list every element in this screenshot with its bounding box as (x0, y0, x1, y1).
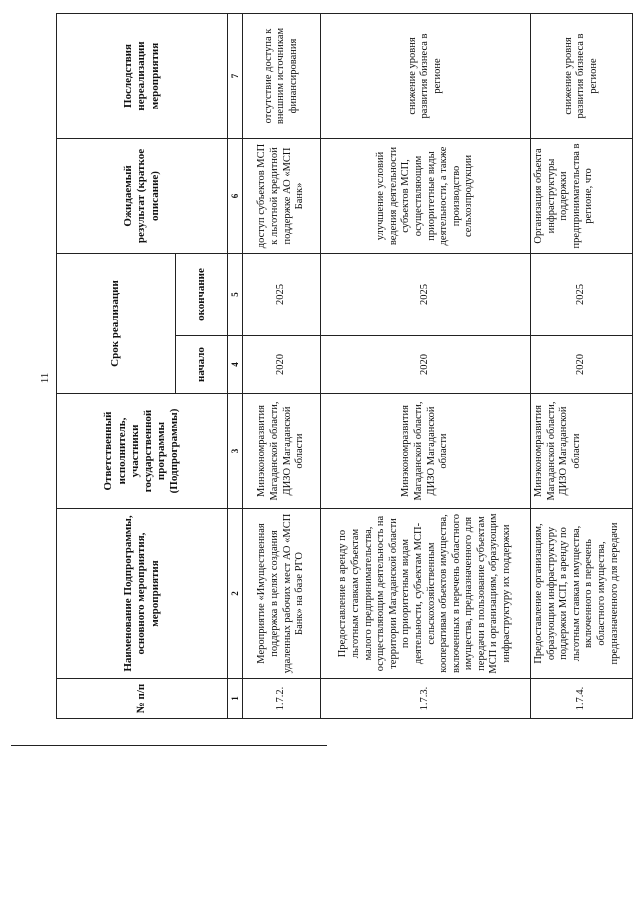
column-number: 3 (228, 394, 243, 509)
column-number-row (228, 13, 243, 718)
row-end: 2025 (531, 253, 633, 335)
row-consequence: снижение уровня развития бизнеса в регионе (321, 13, 531, 138)
row-num: 1.7.3. (321, 679, 531, 719)
column-number: 7 (228, 13, 243, 138)
row-name: Предоставление организациям, образующим инфраструктуру поддержки МСП, в аренду по льготным ставкам имущества, включенного в перечень областного имущества, предназначенного для передачи (531, 509, 633, 679)
header-row (57, 13, 176, 718)
column-number: 5 (228, 253, 243, 335)
header-num: № п/п (57, 679, 228, 719)
row-consequence: снижение уровня развития бизнеса в регионе (531, 13, 633, 138)
page-number: 11 (39, 372, 51, 384)
table-row (243, 13, 321, 718)
row-start: 2020 (243, 336, 321, 394)
header-start: начало (176, 336, 228, 394)
row-start: 2020 (321, 336, 531, 394)
row-num: 1.7.4. (531, 679, 633, 719)
row-name: Мероприятие «Имущественная поддержка в целях создания удаленных рабочих мест АО «МСП Банк» на базе РГО (243, 509, 321, 679)
row-start: 2020 (531, 336, 633, 394)
header-name: Наименование Подпрограммы, основного мероприятия, мероприятия (57, 509, 228, 679)
column-number: 2 (228, 509, 243, 679)
header-executor: Ответственный исполнитель, участники государственной программы (Подпрограммы) (57, 394, 228, 509)
row-result: улучшение условий ведения деятельности субъектов МСП, осуществляющим приоритетные виды деятельности, а также производство сельхозпродукции (321, 138, 531, 253)
header-result: Ожидаемый результат (краткое описание) (57, 138, 228, 253)
header-consequence: Последствия нереализации мероприятия (57, 13, 228, 138)
row-executor: Минэкономразвития Магаданской области, ДИЗО Магаданской области (243, 394, 321, 509)
program-measures-table (56, 13, 633, 719)
rotated-table-container (56, 14, 632, 719)
header-period: Срок реализации (57, 253, 176, 393)
row-num: 1.7.2. (243, 679, 321, 719)
column-number: 6 (228, 138, 243, 253)
row-name: Предоставление в аренду по льготным ставкам субъектам малого предпринимательства, осуществляющим деятельность на территории Магаданской области по приоритетным видам деятельности, субъектам МСП-сельскохозяйственным кооперативам объектов имущества, включенных в перечень областного имущества, предназначенного для передачи в пользование субъектам МСП и организациям, образующим инфраструктуру их поддержки (321, 509, 531, 679)
page-divider-line (11, 745, 327, 746)
row-executor: Минэкономразвития Магаданской области, ДИЗО Магаданской области (531, 394, 633, 509)
row-result: Организация объекта инфраструктуры поддержки предпринимательства в регионе, что (531, 138, 633, 253)
table-row (531, 13, 633, 718)
table-row (321, 13, 531, 718)
row-end: 2025 (243, 253, 321, 335)
row-end: 2025 (321, 253, 531, 335)
column-number: 1 (228, 679, 243, 719)
row-result: доступ субъектов МСП к льготной кредитной поддержке АО «МСП Банк» (243, 138, 321, 253)
row-consequence: отсутствие доступа к внешним источникам финансирования (243, 13, 321, 138)
row-executor: Минэкономразвития Магаданской области, ДИЗО Магаданской области (321, 394, 531, 509)
column-number: 4 (228, 336, 243, 394)
header-end: окончание (176, 253, 228, 335)
